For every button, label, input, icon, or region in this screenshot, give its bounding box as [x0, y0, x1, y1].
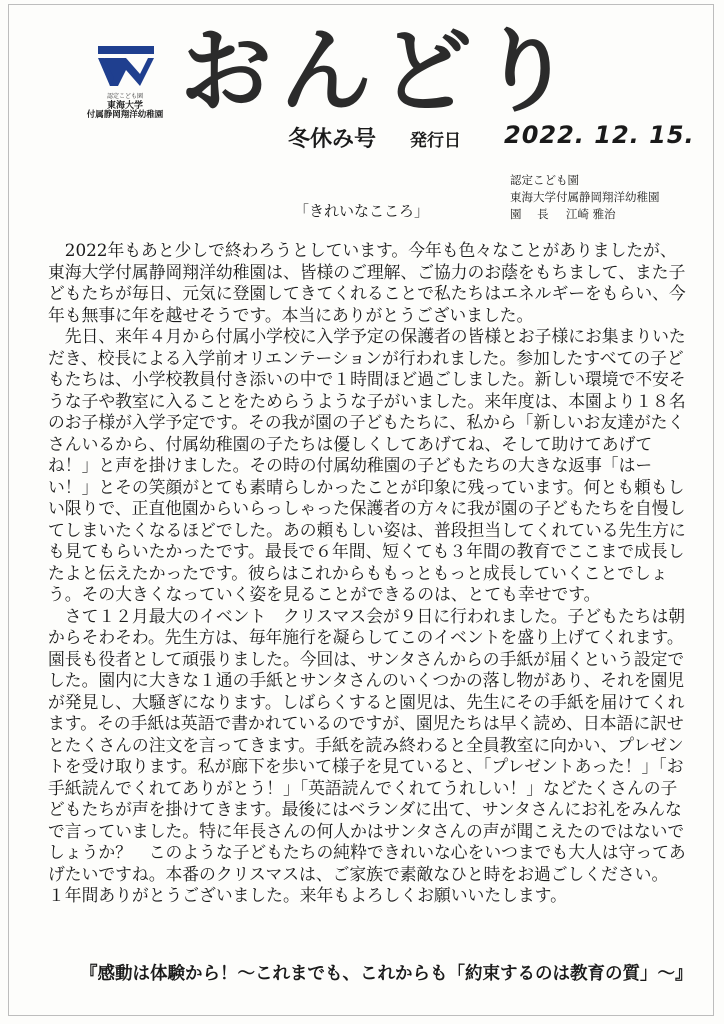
- article-paragraph: 先日、来年４月から付属小学校に入学予定の保護者の皆様とお子様にお集まりいただき、校長による入学前オリエンテーションが行われました。参加したすべての子どもたちは、小学校教員付き添いの中で１時間ほど過ごしました。新しい環境で不安そうな子や教室に入ることをためらうような子がいました。来年度は、本園より１８名のお子様が入学予定です。その我が園の子どもたちに、私から「新しいお友達がたくさんいるから、付属幼稚園の子たちは優しくしてあげてね、そして助けてあげてね！」と声を掛けました。その時の付属幼稚園の子どもたちの大きな返事「はーい！」とその笑顔がとても素晴らしかったことが印象に残っています。何とも頼もしい限りで、正直他園からいらっしゃった保護者の方々に我が園の子どもたちを自慢してしまいたくなるほどでした。あの頼もしい姿は、普段担当してくれている先生方にも見てもらいたかったです。最長で６年間、短くても３年間の教育でここまで成長したよと伝えたかったです。彼らはこれからももっともっと成長していくことでしょう。その大きくなっていく姿を見ることができるのは、とても幸せです。: [48, 326, 686, 604]
- school-name-line1: 東海大学: [106, 100, 143, 111]
- school-name: [82, 94, 168, 121]
- article-paragraph: １年間ありがとうございました。来年もよろしくお願いいたします。: [48, 885, 567, 905]
- author-name: 江崎 雅治: [566, 207, 616, 221]
- footer-motto: 『感動は体験から！～これまでも、これからも「約束するのは教育の質」～』: [80, 964, 693, 984]
- author-block: [510, 172, 660, 223]
- author-role: 園 長: [510, 207, 555, 221]
- newsletter-title: おんどり: [180, 18, 581, 125]
- author-line1: 認定こども園: [510, 173, 579, 187]
- school-logo: [96, 44, 156, 88]
- school-name-line2: 付属静岡翔洋幼稚園: [86, 110, 164, 121]
- article-body: [48, 240, 688, 907]
- issue-name: 冬休み号: [288, 127, 377, 152]
- author-name-row: [510, 206, 660, 223]
- issue-date-label: 発行日: [410, 131, 461, 151]
- article-paragraph: 2022年もあと少しで終わろうとしています。今年も色々なことがありましたが、東海大学付属静岡翔洋幼稚園は、皆様のご理解、ご協力のお蔭をもちまして、また子どもたちが毎日、元気に登園してきてくれることで私たちはエネルギーをもらい、今年も無事に年を越せそうです。本当にありがとうございました。: [48, 240, 686, 325]
- author-line2: 東海大学付属静岡翔洋幼稚園: [510, 190, 660, 204]
- school-logo-icon: [96, 44, 156, 88]
- school-small-label: 認定こども園: [106, 93, 143, 100]
- article-paragraph: さて１２月最大のイベント クリスマス会が９日に行われました。子どもたちは朝からそわそわ。先生方は、毎年施行を凝らしてこのイベントを盛り上げてくれます。園長も役者として頑張りました。今回は、サンタさんからの手紙が届くという設定でした。園内に大きな１通の手紙とサンタさんのいくつかの落し物があり、それを園児が発見し、大騒ぎになります。しばらくすると園児は、先生にその手紙を届けてくれます。その手紙は英語で書かれているのですが、園児たちは早く読め、日本語に訳せとたくさんの注文を言ってきます。手紙を読み終わると全員教室に向かい、プレゼントを受け取ります。私が廊下を歩いて様子を見ていると、「プレゼントあった！」「お手紙読んでくれてありがとう！」「英語読んでくれてうれしい！」などたくさんの子どもたちが声を掛けてきます。最後にはベランダに出て、サンタさんにお礼をみんなで言っていました。特に年長さんの何人かはサンタさんの声が聞こえたのではないでしょうか？ このような子どもたちの純粋できれいな心をいつまでも大人は守ってあげたいですね。本番のクリスマスは、ご家族で素敵なひと時をお過ごしください。: [48, 605, 686, 884]
- article-heading: 「きれいなこころ」: [294, 202, 430, 220]
- issue-date: 2022. 12. 15.: [504, 121, 695, 149]
